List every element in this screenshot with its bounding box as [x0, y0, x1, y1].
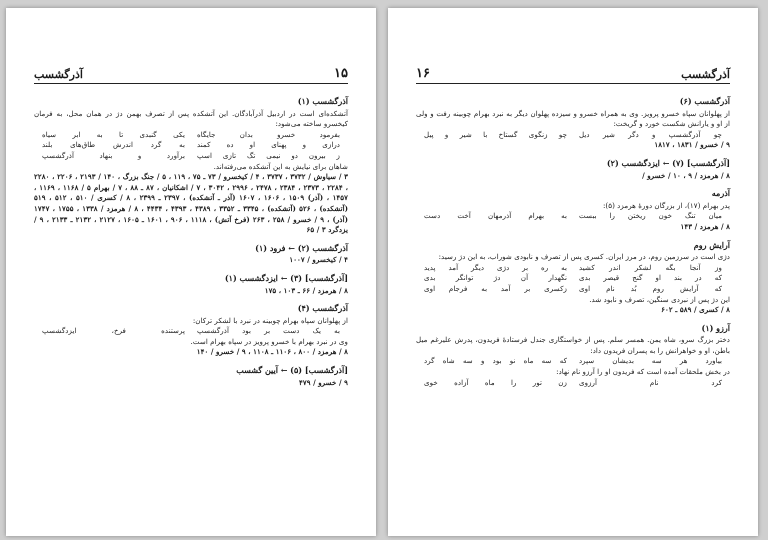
entry-references: ۸ / هرمزد / ۱۴۳ — [680, 221, 730, 231]
verse-line — [34, 130, 348, 141]
verse-hemistich: کرد نام آرزوی — [578, 377, 722, 387]
entry — [416, 240, 730, 316]
right-page — [388, 8, 758, 536]
verse-hemistich: پرستنده فرخ، ایزدگشسپ — [42, 326, 186, 336]
verse-hemistich: ز بیرون دو نیمی تگ تازی اسپ — [196, 150, 340, 160]
verse-line — [34, 151, 348, 162]
entry — [416, 158, 730, 181]
entry-note: شاهان برای نیایش به این آتشکده می‌رفته‌اند. — [213, 161, 348, 171]
entry-note: در بخش ملحقات آمده است که فریدون او را آرزو نام نهاد: — [556, 367, 730, 377]
entry-title: آذرگشسب (۲) ← فرود (۱) — [255, 242, 348, 253]
verse-hemistich: به بهرام آذرمهان آخت دست — [424, 211, 568, 221]
verse-hemistich: به ره بر دژی دیگر آمد پدید — [424, 262, 568, 272]
left-page-body — [34, 96, 348, 395]
verse-hemistich: که آرایش روم بُد نام اوی — [578, 283, 722, 293]
left-page-header — [34, 66, 348, 84]
verse-hemistich: وز آنجا بگه لشکر اندر کشید — [578, 262, 722, 272]
entry-note: این دژ پس از نبردی سنگین، تصرف و نابود شد. — [589, 294, 730, 304]
entry-paragraph: از پهلوانان سپاه بهرام چوبینه در نبرد با لشکر ترکان: — [192, 315, 348, 325]
left-page — [6, 8, 376, 536]
verse-hemistich: به یک دست بر بود آذرگشسپ — [196, 326, 340, 336]
entry-references: ۹ / خسرو / ۴۷۹ — [298, 377, 348, 387]
verse-hemistich: درازی و پهنای او ده کمند — [196, 140, 340, 150]
entry-references: ۳ / سیاوش / ۳۷۳۲ ، ۳۷۳۷ ، ۴ / کیخسرو / ۷۳ ـ ۷۵ ، ۱۱۹ ، ۵ / جنگ بزرگ ، ۱۴۰ / ۲۱۹۳ ، ۲۲۰۶ ، ۲۲۸۰ ، ۲۲۸۴ ، ۲۳۷۳ ، ۲۳۸۴ ، ۲۴۷۸ ، ۲۹۹۶ ، ۳۰۴۲ ، ۷ / اشکانیان ، ۸۷ ـ ۸۸ ، ۷ / بهرام ۵ / ۱۱۶۸ ، ۱۱۶۹ ، ۱۴۵۷ ، (آذر) ۱۵۰۹ ، ۱۶۰۶ ، ۱۶۰۷ (آذر ـ آتشکده) ، ۲۳۹۷ ـ ۲۳۹۹ ، ۸ / کسری / ۵۱۰ ، ۵۱۲ ، ۵۱۹ (آتشکده) ، ۵۲۶ (آتشکده) ، ۳۳۴۵ ـ ۳۳۵۲ ، ۴۳۸۹ ، ۴۳۹۳ ، ۴۴۳۴ ، ۸ / هرمزد / ۱۳۳۸ ، ۱۷۵۵ ، ۱۷۴۷ (آذر) ، ۹ / خسرو / ۲۵۸ ، ۲۶۳ (فرخ آتش) ، ۱۱۱۸ ، ۹۰۶ ، ۱۶۰۱ ـ ۱۶۰۵ ، ۲۱۲۷ ، ۲۱۳۲ ـ ۲۱۳۳ ، ۹ / یزدگرد ۳ / ۶۵ — [34, 172, 349, 235]
verse-hemistich: بیاورد هر سه بدیشان سپرد — [578, 356, 722, 366]
right-page-header — [416, 66, 730, 84]
entry — [416, 188, 730, 232]
entry-title: آرزو (۱) — [701, 322, 730, 333]
verse-hemistich: که سه ماه نو بود و سه شاه گرد — [424, 356, 568, 366]
entry — [34, 243, 348, 266]
entry — [34, 303, 348, 358]
entry-title: [آذرگشسب] (۵) ← آیین گشسب — [236, 365, 348, 376]
entry-title: آذرمه — [711, 188, 730, 199]
entry — [34, 96, 348, 236]
entry-references: ۸ / هرمزد / ۹ ، ۱۰ / خسرو / — [642, 170, 730, 180]
right-running-head: آذرگشسب — [681, 68, 730, 81]
entry-paragraph: دژی است در سرزمین روم، در مرز ایران. کسری پس از تصرف و نابودی شوراب، به این دژ رسید: — [438, 252, 730, 262]
entry-title: آذرگشسب (۴) — [297, 303, 348, 314]
entry-references: ۸ / هرمزد / ۶۶ ـ ۱۰۳ ، ۱۷۵ — [264, 285, 348, 295]
entry-paragraph: آتشکده‌ای است در اردبیل آذرآبادگان. این آتشکده پس از تصرف بهمن دژ در همان محل، به فرمان کیخسرو ساخته می‌شود: — [34, 108, 348, 129]
verse-line — [416, 130, 730, 141]
entry-references: ۹ / خسرو / ۱۸۳۱ ، ۱۸۱۷ — [654, 140, 730, 150]
verse-hemistich: بفرمود خسرو بدان جایگاه — [196, 129, 340, 139]
verse-line — [416, 263, 730, 274]
left-page-number: ۱۵ — [334, 66, 348, 81]
entry-note: وی در نبرد بهرام با خسرو پرویز در سپاه بهرام است. — [190, 336, 348, 346]
verse-line — [416, 211, 730, 222]
entry-references: ۴ / کیخسرو / ۱۰۰۷ — [289, 255, 348, 265]
verse-hemistich: به گرد اندرش طاق‌های بلند — [42, 140, 186, 150]
entry — [416, 96, 730, 151]
entry-paragraph: پدر بهرام (۱۷)، از بزرگان دورهٔ هرمزد (۵): — [602, 200, 730, 210]
entry-references: ۸ / هرمزد / ۸۰۰ ، ۱۱۰۶ ـ ۱۱۰۸ ، ۹ / خسرو / ۱۴۰ — [196, 347, 348, 357]
entry-title: آرایش روم — [693, 239, 730, 250]
verse-hemistich: یکی گنبدی تا به ابر سیاه — [42, 129, 186, 139]
entry — [34, 273, 348, 296]
verse-hemistich: زکسری بر آمد به فرجام اوی — [424, 283, 568, 293]
verse-hemistich: زن تور را ماه آزاده خوی — [424, 377, 568, 387]
entry-title: [آذرگشسب] (۷) ← ایزدگشسب (۲) — [606, 157, 730, 168]
right-page-body — [416, 96, 730, 395]
left-running-head: آذرگشسب — [34, 68, 83, 81]
verse-line — [34, 326, 348, 337]
entry-title: آذرگشسب (۱) — [297, 96, 348, 106]
verse-line — [416, 273, 730, 284]
entry-references: ۸ / کسری / ۵۸۹ ـ ۶۰۲ — [661, 305, 730, 315]
entry — [34, 365, 348, 388]
entry-title: آذرگشسب (۶) — [679, 96, 730, 106]
verse-line — [416, 356, 730, 367]
verse-hemistich: برآورد و بنهاد آذرگشسپ — [42, 150, 186, 160]
verse-hemistich: که در بند او گنج قیصر بدی — [578, 273, 722, 283]
verse-line — [34, 140, 348, 151]
entry-title: [آذرگشسب] (۳) ← ایزدگشسب (۱) — [224, 272, 348, 283]
verse-line — [416, 284, 730, 295]
verse-hemistich: میان تنگ خون ریختن را ببست — [578, 211, 722, 221]
verse-hemistich: نگهدار آن دژ توانگر بدی — [424, 273, 568, 283]
entry-paragraph: دختر بزرگ سرو، شاه یمن. همسر سلم. پس از خواستگاری جندل فرستادهٔ فریدون، پدرش علیرغم میل باطن، او و خواهرانش را به پسران فریدون داد: — [416, 335, 730, 355]
entry — [416, 323, 730, 389]
verse-hemistich: چو آذرگشسپ و دگر شیر دیل — [578, 129, 722, 139]
entry-paragraph: از پهلوانان سپاه خسرو پرویز. وی به همراه خسرو و سیزده پهلوان دیگر به نبرد بهرام چوبینه رفت و ولی از او و یارانش شکست خورد و گریخت: — [416, 108, 730, 129]
verse-hemistich: چو زنگوی گستاخ با شیر و پیل — [424, 129, 568, 139]
right-page-number: ۱۶ — [416, 66, 430, 81]
verse-line — [416, 378, 730, 389]
